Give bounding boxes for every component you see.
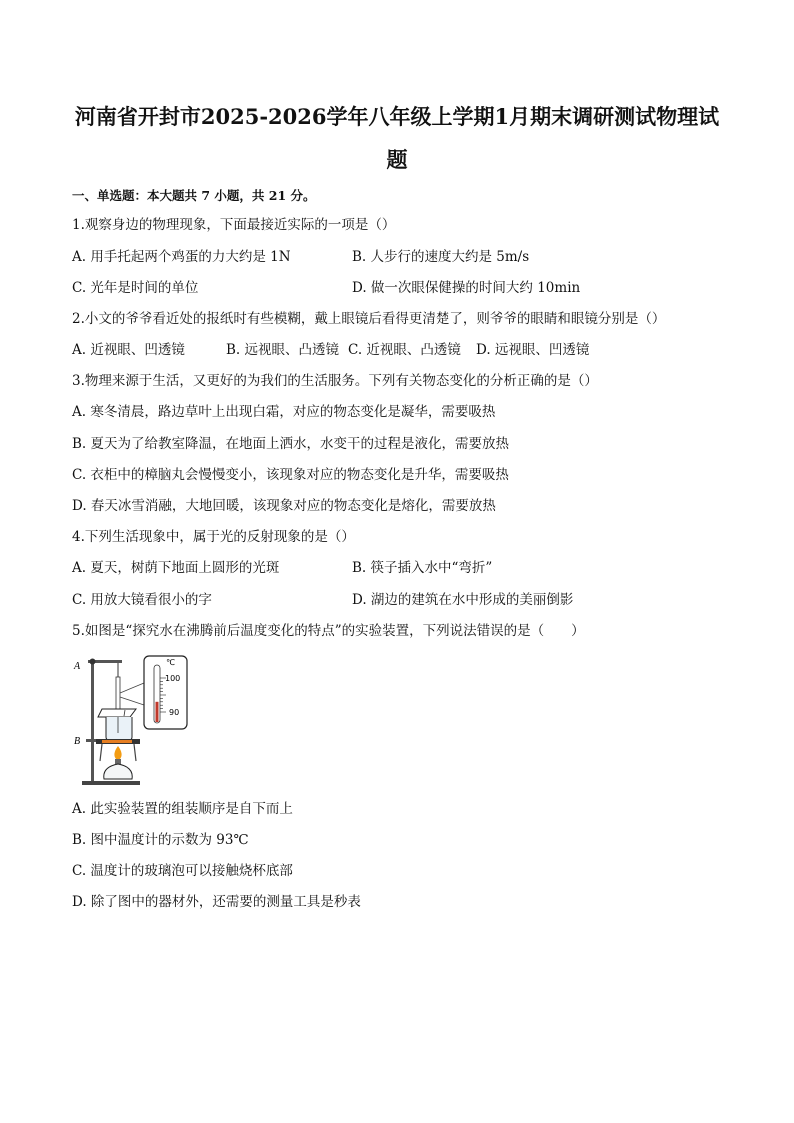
q2-option-d: D. 远视眼、凹透镜 (476, 342, 590, 358)
q4-option-c: C. 用放大镜看很小的字 (72, 592, 212, 608)
alcohol-lamp (104, 746, 132, 779)
q2-option-b: B. 远视眼、凸透镜 (226, 342, 340, 358)
q4-option-a: A. 夏天，树荫下地面上圆形的光斑 (72, 560, 280, 576)
figure-label-b: B (74, 736, 81, 747)
q4-stem: 4.下列生活现象中，属于光的反射现象的是（） (72, 529, 355, 545)
q5-option-d: D. 除了图中的器材外，还需要的测量工具是秒表 (72, 894, 361, 910)
beaker (106, 717, 132, 740)
q1-stem: 1.观察身边的物理现象，下面最接近实际的一项是（） (72, 217, 396, 233)
q5-option-b: B. 图中温度计的示数为 93℃ (72, 832, 249, 848)
q4-option-d: D. 湖边的建筑在水中形成的美丽倒影 (352, 592, 574, 608)
boiling-apparatus-figure (72, 653, 202, 788)
q1-option-b: B. 人步行的速度大约是 5m/s (352, 249, 530, 265)
thermometer-in-beaker (116, 663, 121, 716)
q5-option-c: C. 温度计的玻璃泡可以接触烧杯底部 (72, 863, 293, 879)
flame-icon (114, 746, 121, 760)
q4-option-b: B. 筷子插入水中“弯折” (352, 560, 493, 576)
q3-stem: 3.物理来源于生活，又更好的为我们的生活服务。下列有关物态变化的分析正确的是（） (72, 373, 598, 389)
beaker-cover (98, 709, 136, 717)
q3-option-a: A. 寒冬清晨，路边草叶上出现白霜，对应的物态变化是凝华，需要吸热 (72, 404, 496, 420)
q1-option-a: A. 用手托起两个鸡蛋的力大约是 1N (72, 249, 291, 265)
exam-title-line2: 题 (386, 147, 408, 172)
q3-option-c: C. 衣柜中的樟脑丸会慢慢变小，该现象对应的物态变化是升华，需要吸热 (72, 467, 509, 483)
scale-mark-90: 90 (169, 708, 180, 717)
scale-mark-100: 100 (165, 674, 181, 683)
q3-option-d: D. 春天冰雪消融，大地回暖，该现象对应的物态变化是熔化，需要放热 (72, 498, 496, 514)
exam-title-line1: 河南省开封市2025-2026学年八年级上学期1月期末调研测试物理试 (74, 104, 720, 129)
q5-stem: 5.如图是“探究水在沸腾前后温度变化的特点”的实验装置，下列说法错误的是（ ） (72, 623, 585, 639)
q3-option-b: B. 夏天为了给教室降温，在地面上洒水，水变干的过程是液化，需要放热 (72, 436, 510, 452)
thermometer-scale-panel (144, 656, 187, 729)
q2-option-c: C. 近视眼、凸透镜 (348, 342, 461, 358)
q5-option-a: A. 此实验装置的组装顺序是自下而上 (72, 801, 293, 817)
q2-stem: 2.小文的爷爷看近处的报纸时有些模糊，戴上眼镜后看得更清楚了，则爷爷的眼睛和眼镜分别是（） (72, 311, 666, 327)
section-header: 一、单选题：本大题共 7 小题，共 21 分。 (72, 188, 316, 203)
scale-unit-label: ℃ (166, 658, 175, 667)
mercury-column (156, 702, 159, 722)
q1-option-c: C. 光年是时间的单位 (72, 280, 199, 296)
q2-option-a: A. 近视眼、凹透镜 (72, 342, 185, 358)
figure-label-a: A (74, 661, 81, 672)
q1-option-d: D. 做一次眼保健操的时间大约 10min (352, 280, 581, 296)
wire-gauze (96, 739, 140, 744)
